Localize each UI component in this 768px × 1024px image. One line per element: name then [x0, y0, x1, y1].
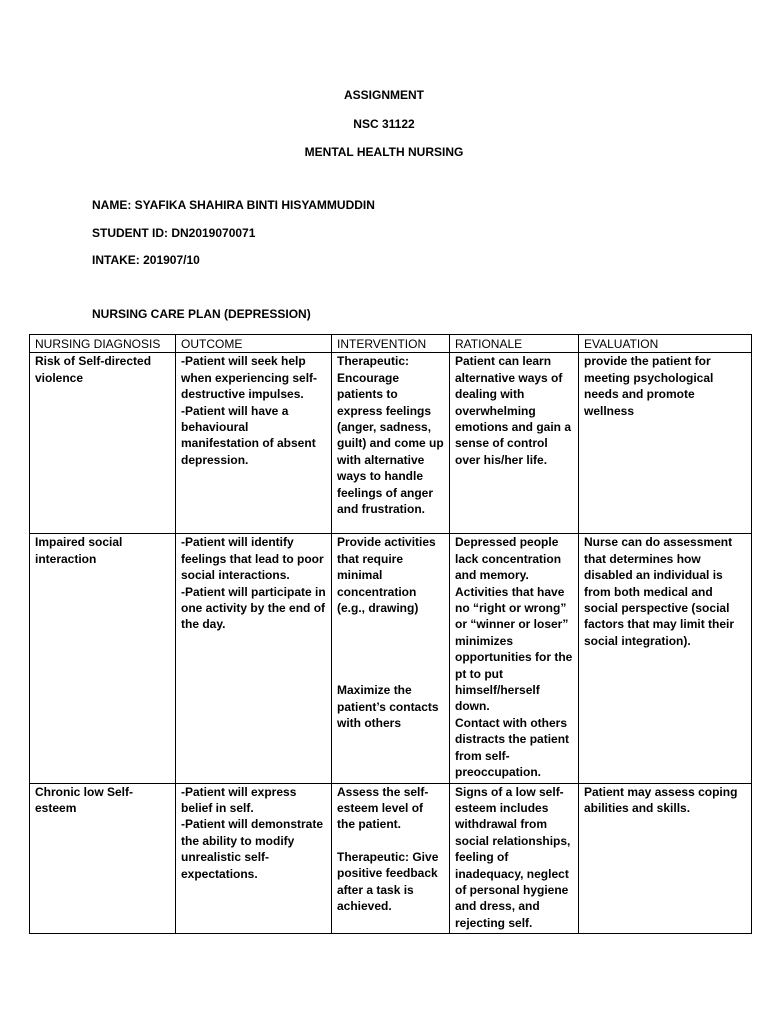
- outcome-cell: [176, 534, 332, 783]
- care-plan-title: NURSING CARE PLAN (DEPRESSION): [92, 307, 311, 321]
- rationale-cell: [450, 534, 579, 783]
- outcome-item: -Patient will demonstrate the ability to modify unrealistic self-expectations.: [181, 817, 324, 881]
- diagnosis-cell: Chronic low Self-esteem: [30, 783, 176, 934]
- student-intake: INTAKE: 201907/10: [92, 253, 200, 267]
- header-intervention: INTERVENTION: [332, 335, 450, 353]
- spacer: [337, 833, 444, 849]
- rationale-item: Depressed people lack concentration and memory. Activities that have no “right or wrong” or “winner or loser” minimizes opportunities for the pt to put himself/herself down.: [455, 535, 573, 714]
- course-code: NSC 31122: [353, 117, 415, 131]
- course-title: MENTAL HEALTH NURSING: [304, 145, 464, 159]
- care-plan-table: [29, 334, 752, 934]
- diagnosis-cell: Risk of Self-directed violence: [30, 353, 176, 534]
- table-row: [30, 353, 752, 534]
- outcome-cell: [176, 353, 332, 534]
- intervention-item: Therapeutic: Give positive feedback after a task is achieved.: [337, 849, 439, 913]
- table-header-row: [30, 335, 752, 353]
- outcome-item: -Patient will identify feelings that lead to poor social interactions.: [181, 535, 324, 583]
- table-row: [30, 783, 752, 934]
- intervention-item: Assess the self-esteem level of the patient.: [337, 784, 429, 832]
- outcome-item: -Patient will seek help when experiencing self-destructive impulses.: [181, 354, 318, 402]
- intervention-cell: [332, 353, 450, 534]
- rationale-item: Contact with others distracts the patient from self-preoccupation.: [455, 715, 570, 780]
- intervention-item: Therapeutic: Encourage patients to express feelings (anger, sadness, guilt) and come up with alternative ways to handle feelings of anger and frustration.: [337, 354, 444, 517]
- rationale-item: Signs of a low self-esteem includes withdrawal from social relationships, feeling of inadequacy, neglect of personal hygiene and dress, and rejecting self.: [455, 784, 571, 930]
- header-rationale: RATIONALE: [450, 335, 579, 353]
- intervention-cell: [332, 783, 450, 934]
- assignment-heading: ASSIGNMENT: [343, 88, 424, 102]
- intervention-item: Maximize the patient’s contacts with others: [337, 683, 439, 731]
- outcome-item: -Patient will participate in one activity by the end of the day.: [181, 584, 326, 632]
- evaluation-cell: Patient may assess coping abilities and skills.: [579, 783, 752, 934]
- rationale-item: Patient can learn alternative ways of dealing with overwhelming emotions and gain a sense of control over his/her life.: [455, 354, 572, 467]
- evaluation-cell: provide the patient for meeting psychological needs and promote wellness: [579, 353, 752, 534]
- rationale-cell: [450, 353, 579, 534]
- header-outcome: OUTCOME: [176, 335, 332, 353]
- diagnosis-cell: Impaired social interaction: [30, 534, 176, 783]
- table-row: [30, 534, 752, 783]
- student-id: STUDENT ID: DN2019070071: [92, 226, 256, 240]
- student-name: NAME: SYAFIKA SHAHIRA BINTI HISYAMMUDDIN: [92, 198, 375, 212]
- header-evaluation: EVALUATION: [579, 335, 752, 353]
- outcome-item: -Patient will express belief in self.: [181, 784, 297, 815]
- intervention-item: Provide activities that require minimal concentration (e.g., drawing): [337, 535, 436, 616]
- outcome-item: -Patient will have a behavioural manifestation of absent depression.: [181, 403, 316, 467]
- intervention-cell: [332, 534, 450, 783]
- outcome-cell: [176, 783, 332, 934]
- evaluation-cell: Nurse can do assessment that determines how disabled an individual is from both medical and social perspective (social factors that may limit their social integration).: [579, 534, 752, 783]
- header-nursing-diagnosis: NURSING DIAGNOSIS: [30, 335, 176, 353]
- spacer: [337, 616, 444, 682]
- rationale-cell: [450, 783, 579, 934]
